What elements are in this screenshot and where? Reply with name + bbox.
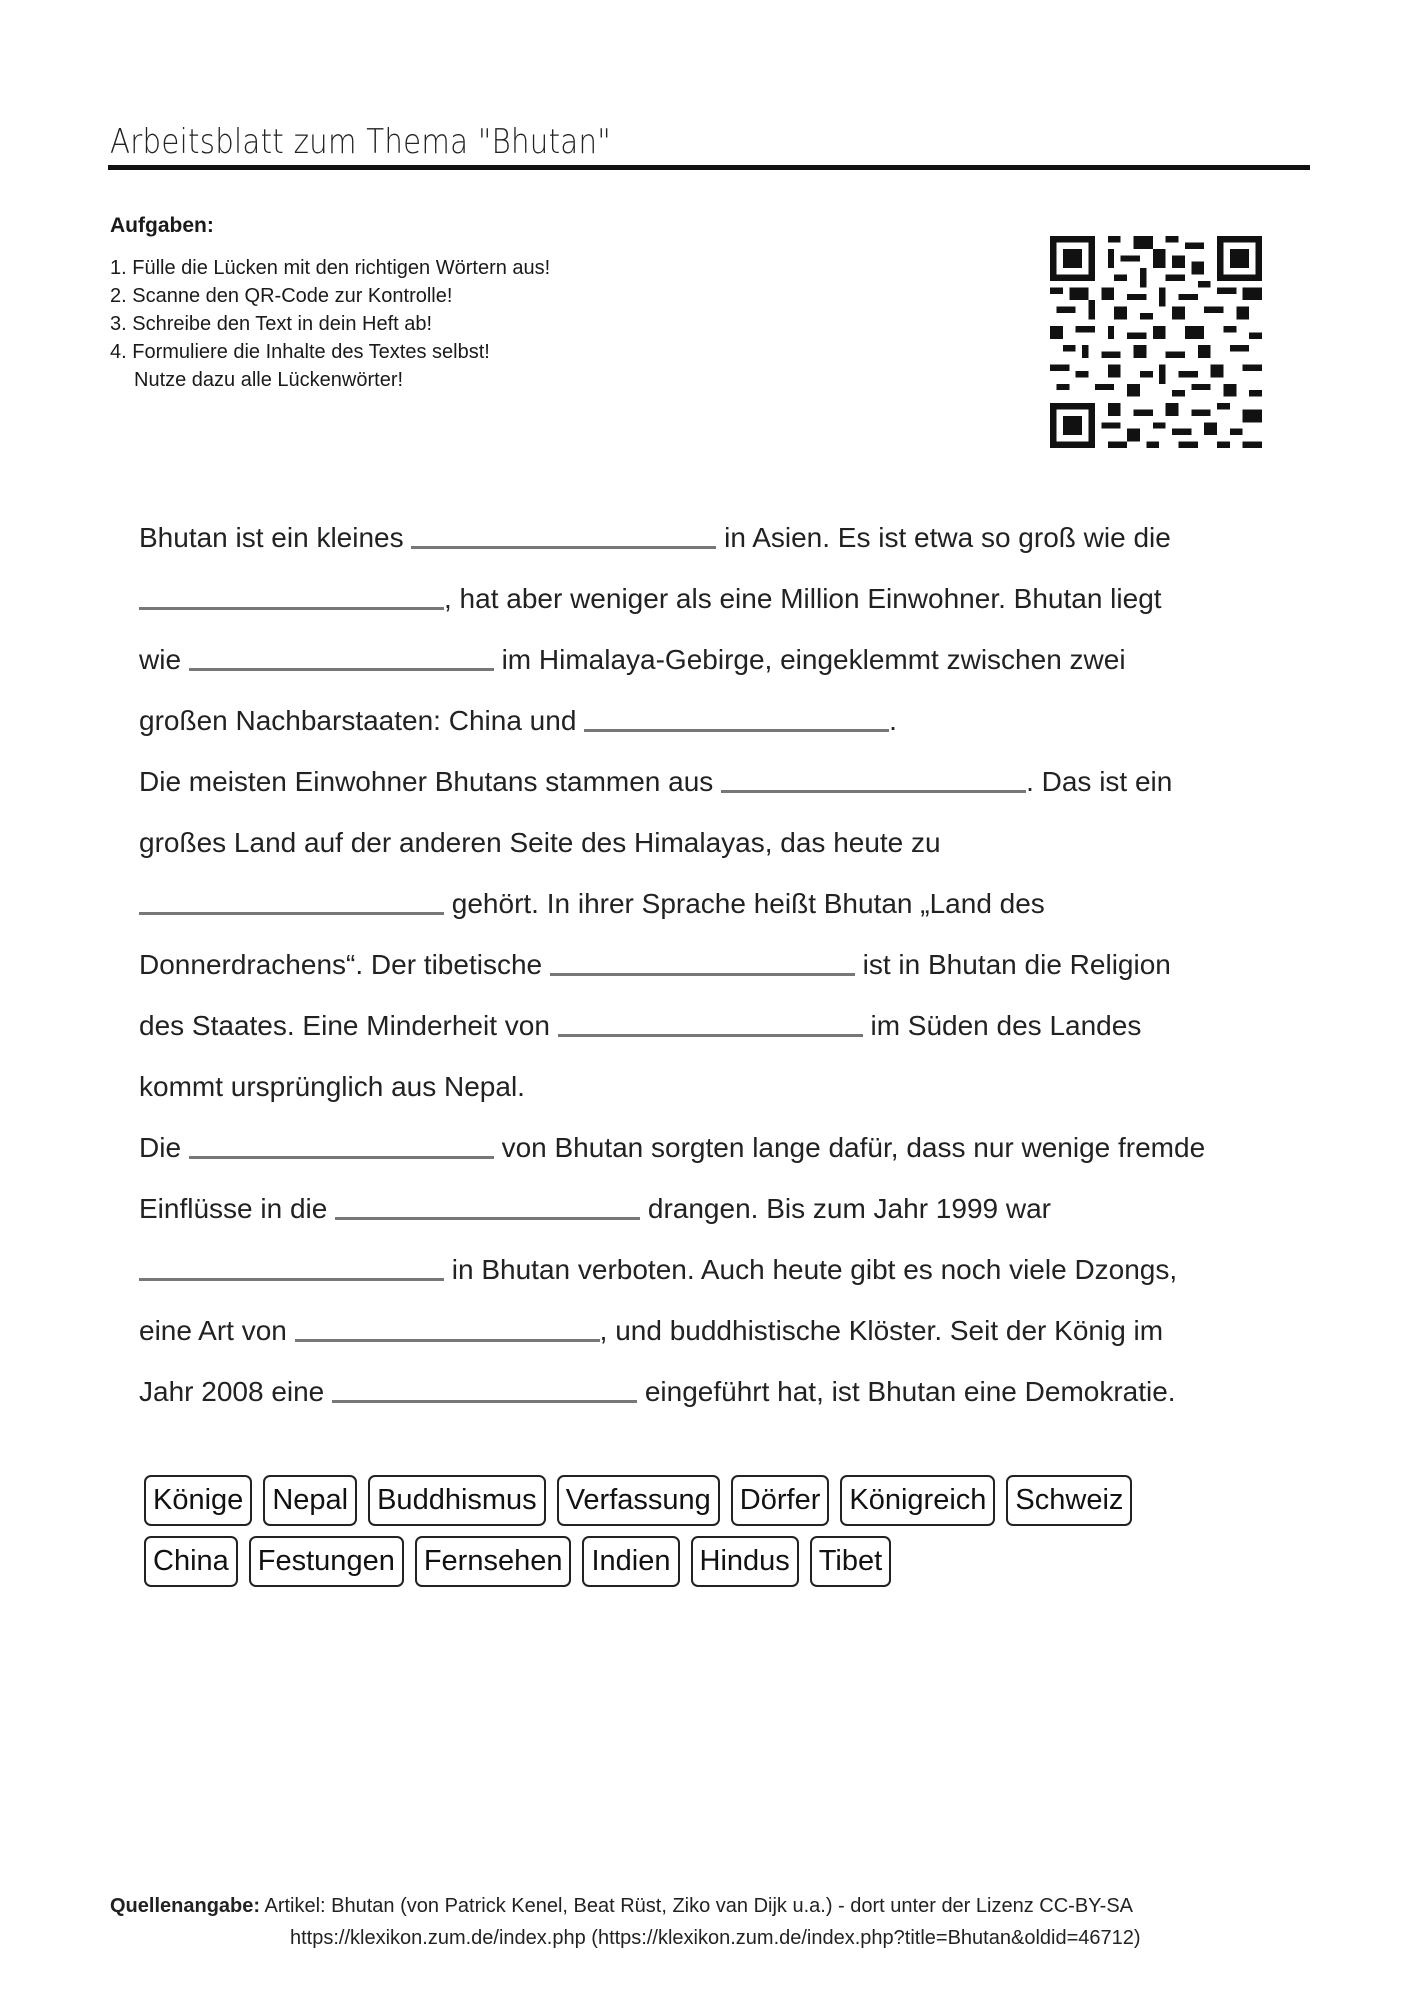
blank-field[interactable] (139, 888, 444, 915)
text-segment: großes Land auf der anderen Seite des Himalayas, das heute zu (139, 827, 941, 858)
word-chip[interactable]: Indien (582, 1536, 679, 1587)
text-line (139, 874, 1319, 935)
blank-field[interactable] (335, 1193, 640, 1220)
task-item-1: 1. Fülle die Lücken mit den richtigen Wörtern aus! (110, 257, 551, 279)
word-chip[interactable]: Königreich (840, 1475, 995, 1526)
page-title: Arbeitsblatt zum Thema "Bhutan" (110, 122, 611, 162)
text-segment: des Staates. Eine Minderheit von (139, 1010, 558, 1041)
text-segment: Die (139, 1132, 189, 1163)
task-item-3: 3. Schreibe den Text in dein Heft ab! (110, 313, 433, 335)
blank-field[interactable] (189, 644, 494, 671)
word-bank-row (144, 1536, 1244, 1587)
text-segment: in Asien. Es ist etwa so groß wie die (716, 522, 1171, 553)
blank-field[interactable] (721, 766, 1026, 793)
blank-field[interactable] (558, 1010, 863, 1037)
title-underline (108, 165, 1310, 170)
text-line (139, 630, 1319, 691)
text-line (139, 508, 1319, 569)
word-bank-row (144, 1475, 1244, 1526)
task-item-2: 2. Scanne den QR-Code zur Kontrolle! (110, 285, 453, 307)
blank-field[interactable] (411, 522, 716, 549)
source-text: Artikel: Bhutan (von Patrick Kenel, Beat Rüst, Ziko van Dijk u.a.) - dort unter der Lizenz CC-BY-SA (260, 1895, 1133, 1917)
text-line (139, 1362, 1319, 1423)
blank-field[interactable] (139, 583, 444, 610)
source-label: Quellenangabe: (110, 1895, 261, 1917)
text-segment: gehört. In ihrer Sprache heißt Bhutan „Land des (444, 888, 1045, 919)
word-chip[interactable]: Hindus (691, 1536, 799, 1587)
word-chip[interactable]: Festungen (249, 1536, 404, 1587)
text-segment: Jahr 2008 eine (139, 1376, 333, 1407)
text-line (139, 1301, 1319, 1362)
blank-field[interactable] (139, 1254, 444, 1281)
text-line (139, 691, 1319, 752)
word-chip[interactable]: Dörfer (731, 1475, 830, 1526)
text-line (139, 1179, 1319, 1240)
text-segment: , hat aber weniger als eine Million Einwohner. Bhutan liegt (444, 583, 1162, 614)
text-line (139, 996, 1319, 1057)
blank-field[interactable] (332, 1376, 637, 1403)
blank-field[interactable] (295, 1315, 600, 1342)
text-segment: . Das ist ein (1026, 766, 1173, 797)
text-segment: im Himalaya-Gebirge, eingeklemmt zwischen zwei (493, 644, 1126, 675)
text-segment: Einflüsse in die (139, 1193, 336, 1224)
text-segment: von Bhutan sorgten lange dafür, dass nur wenige fremde (493, 1132, 1206, 1163)
source-citation (110, 1890, 1141, 1954)
text-line (139, 1057, 1319, 1118)
word-chip[interactable]: Könige (144, 1475, 252, 1526)
text-segment: ist in Bhutan die Religion (854, 949, 1171, 980)
text-segment: eine Art von (139, 1315, 295, 1346)
text-segment: großen Nachbarstaaten: China und (139, 705, 585, 736)
text-segment: , und buddhistische Klöster. Seit der König im (599, 1315, 1164, 1346)
blank-field[interactable] (189, 1132, 494, 1159)
word-chip[interactable]: Verfassung (557, 1475, 720, 1526)
word-chip[interactable]: Fernsehen (415, 1536, 572, 1587)
text-line (139, 569, 1319, 630)
blank-field[interactable] (550, 949, 855, 976)
text-segment: Donnerdrachens“. Der tibetische (139, 949, 550, 980)
word-chip[interactable]: Buddhismus (368, 1475, 546, 1526)
qr-code-icon (1050, 236, 1262, 448)
word-chip[interactable]: Schweiz (1006, 1475, 1132, 1526)
text-segment: drangen. Bis zum Jahr 1999 war (640, 1193, 1051, 1224)
text-line (139, 1240, 1319, 1301)
word-chip[interactable]: China (144, 1536, 238, 1587)
blank-field[interactable] (584, 705, 889, 732)
text-line (139, 752, 1319, 813)
task-list (110, 254, 550, 394)
text-line (139, 813, 1319, 874)
word-chip[interactable]: Nepal (263, 1475, 357, 1526)
text-segment: wie (139, 644, 189, 675)
text-line (139, 935, 1319, 996)
source-line-1 (110, 1890, 1141, 1922)
source-line-2: https://klexikon.zum.de/index.php (https://klexikon.zum.de/index.php?title=Bhutan&oldid=46712) (290, 1927, 1141, 1949)
text-segment: in Bhutan verboten. Auch heute gibt es noch viele Dzongs, (444, 1254, 1178, 1285)
text-segment: . (889, 705, 897, 736)
text-segment: kommt ursprünglich aus Nepal. (139, 1071, 525, 1102)
tasks-heading: Aufgaben: (110, 214, 214, 237)
text-segment: Die meisten Einwohner Bhutans stammen aus (139, 766, 722, 797)
text-segment: im Süden des Landes (862, 1010, 1142, 1041)
word-chip[interactable]: Tibet (810, 1536, 891, 1587)
text-line (139, 1118, 1319, 1179)
task-item-4-continued: Nutze dazu alle Lückenwörter! (134, 369, 404, 391)
text-segment: Bhutan ist ein kleines (139, 522, 412, 553)
word-bank (144, 1475, 1244, 1597)
cloze-text (139, 508, 1319, 1423)
text-segment: eingeführt hat, ist Bhutan eine Demokratie. (637, 1376, 1176, 1407)
task-item-4: 4. Formuliere die Inhalte des Textes selbst! (110, 341, 490, 363)
